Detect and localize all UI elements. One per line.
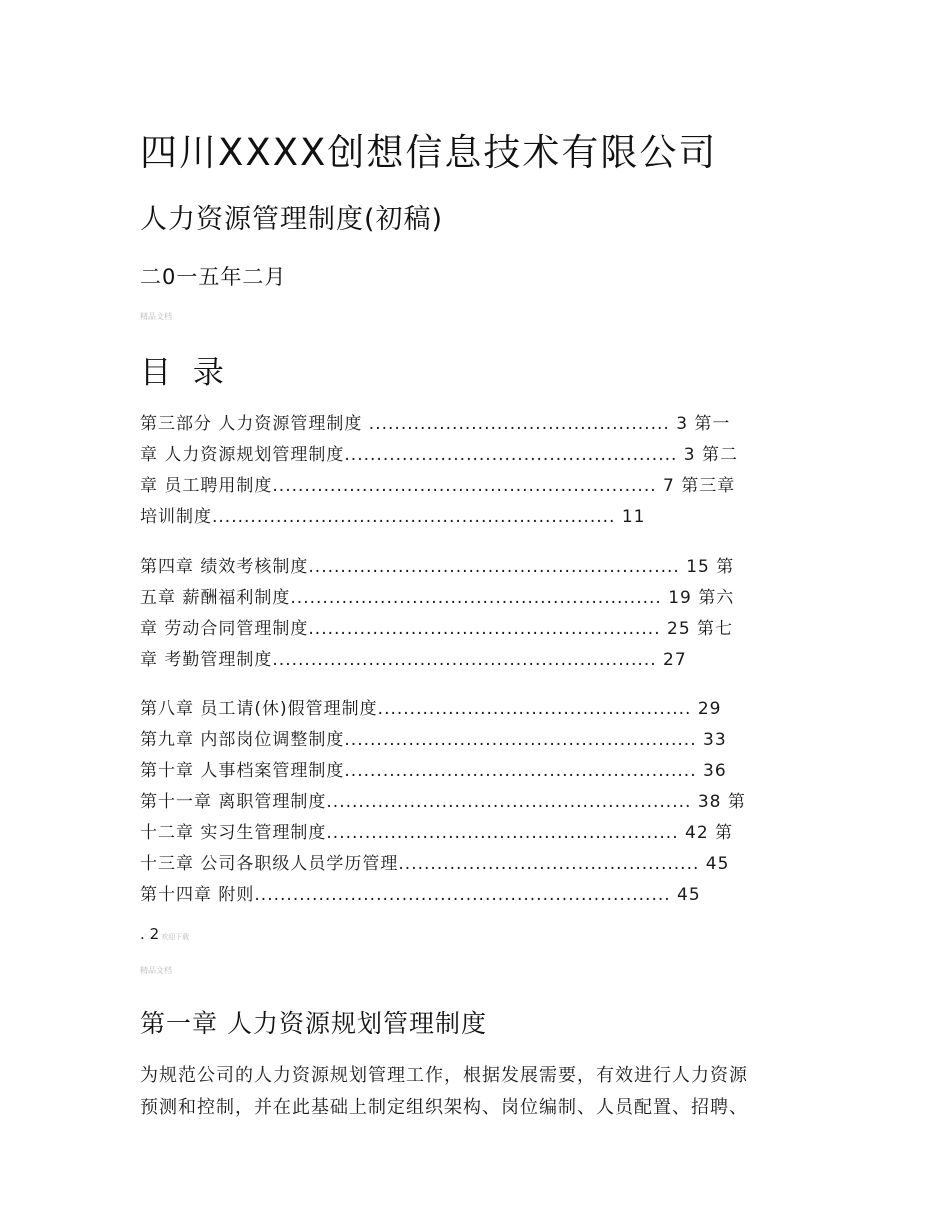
- page-note: 欢迎下载: [161, 933, 190, 941]
- toc-line: 章 劳动合同管理制度....................................................... 25 第七: [140, 619, 734, 639]
- toc-title: 目 录: [140, 355, 230, 391]
- toc-line: 第十章 人事档案管理制度....................................................... 36: [140, 761, 727, 781]
- body-paragraph-line: 预测和控制，并在此基础上制定组织架构、岗位编制、人员配置、招聘、: [140, 1097, 748, 1118]
- toc-line: 第八章 员工请(休)假管理制度................................................. 29: [140, 699, 722, 719]
- toc-line: 第十一章 离职管理制度......................................................... 38 第: [140, 792, 746, 812]
- body-paragraph-line: 为规范公司的人力资源规划管理工作，根据发展需要，有效进行人力资源: [140, 1065, 748, 1086]
- toc-line: 第十四章 附则................................................................. 45: [140, 885, 701, 905]
- document-date: 二0一五年二月: [140, 265, 287, 289]
- chapter-heading: 第一章 人力资源规划管理制度: [140, 1009, 487, 1038]
- watermark-top: 精品文档: [140, 312, 172, 321]
- toc-line: 章 考勤管理制度............................................................ 27: [140, 650, 687, 670]
- toc-line: 第四章 绩效考核制度.......................................................... 15 第: [140, 557, 735, 577]
- page-number: [140, 925, 189, 943]
- toc-line: 章 员工聘用制度............................................................ 7 第三章: [140, 476, 736, 496]
- watermark-bottom: 精品文档: [140, 966, 172, 975]
- document-subtitle: 人力资源管理制度(初稿): [140, 204, 444, 235]
- toc-line: 十二章 实习生管理制度....................................................... 42 第: [140, 823, 734, 843]
- toc-line: 章 人力资源规划管理制度.................................................... 3 第二: [140, 445, 739, 465]
- toc-line: 五章 薪酬福利制度.......................................................... 19 第六: [140, 588, 735, 608]
- toc-line: 十三章 公司各职级人员学历管理............................................... 45: [140, 854, 730, 874]
- page-prefix: .: [140, 925, 145, 943]
- toc-line: 第三部分 人力资源管理制度 ............................................... 3 第一: [140, 414, 731, 434]
- toc-line: 培训制度............................................................... 11: [140, 507, 646, 527]
- page-number-value: 2: [149, 925, 160, 943]
- toc-line: 第九章 内部岗位调整制度....................................................... 33: [140, 730, 727, 750]
- company-title: 四川XXXX创想信息技术有限公司: [140, 131, 718, 174]
